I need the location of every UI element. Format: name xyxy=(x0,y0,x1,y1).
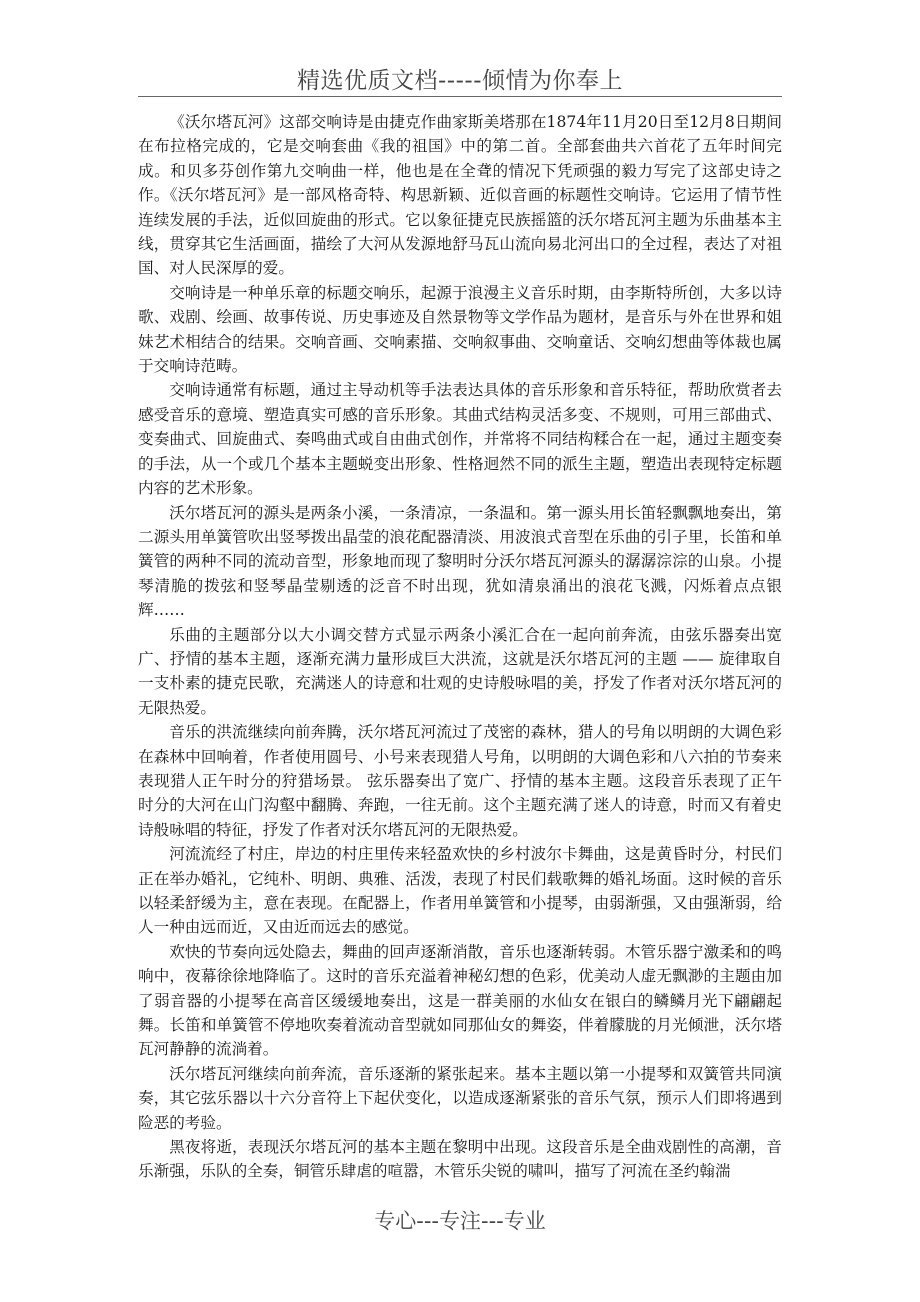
document-body xyxy=(138,110,782,1184)
page-footer: 专心---专注---专业 xyxy=(374,1209,546,1233)
paragraph: 欢快的节奏向远处隐去，舞曲的回声逐渐消散，音乐也逐渐转弱。木管乐器宁激柔和的鸣响中，夜幕徐徐地降临了。这时的音乐充溢着神秘幻想的色彩，优美动人虚无飘渺的主题由加了弱音器的小提琴在高音区缓缓地奏出，这是一群美丽的水仙女在银白的鳞鳞月光下翩翩起舞。长笛和单簧管不停地吹奏着流动音型就如同那仙女的舞姿，伴着朦胧的月光倾泄，沃尔塔瓦河静静的流淌着。 xyxy=(138,942,782,1059)
paragraph: 沃尔塔瓦河的源头是两条小溪，一条清凉，一条温和。第一源头用长笛轻飘飘地奏出，第二源头用单簧管吹出竖琴拨出晶莹的浪花配器清淡、用波浪式音型在乐曲的引子里，长笛和单簧管的两种不同的流动音型，形象地而现了黎明时分沃尔塔瓦河源头的潺潺淙淙的山泉。小提琴清脆的拨弦和竖琴晶莹剔透的泛音不时出现，犹如清泉涌出的浪花飞溅，闪烁着点点银辉…… xyxy=(138,503,782,620)
paragraph: 河流流经了村庄，岸边的村庄里传来轻盈欢快的乡村波尔卡舞曲，这是黄昏时分，村民们正在举办婚礼，它纯朴、明朗、典雅、活泼，表现了村民们载歌舞的婚礼场面。这时候的音乐以轻柔舒缓为主，意在表现。在配器上，作者用单簧管和小提琴，由弱渐强，又由强渐弱，给人一种由远而近，又由近而远去的感觉。 xyxy=(138,845,782,937)
paragraph: 《沃尔塔瓦河》这部交响诗是由捷克作曲家斯美塔那在1874年11月20日至12月8日期间在布拉格完成的，它是交响套曲《我的祖国》中的第二首。全部套曲共六首花了五年时间完成。和贝多芬创作第九交响曲一样，他也是在全聋的情况下凭顽强的毅力写完了这部史诗之作。《沃尔塔瓦河》是一部风格奇特、构思新颖、近似音画的标题性交响诗。它运用了情节性连续发展的手法，近似回旋曲的形式。它以象征捷克民族摇篮的沃尔塔瓦河主题为乐曲基本主线，贯穿其它生活画面，描绘了大河从发源地舒马瓦山流向易北河出口的全过程，表达了对祖国、对人民深厚的爱。 xyxy=(138,113,782,278)
page-header: 精选优质文档-----倾情为你奉上 xyxy=(297,68,623,94)
paragraph: 黑夜将逝，表现沃尔塔瓦河的基本主题在黎明中出现。这段音乐是全曲戏剧性的高潮，音乐渐强，乐队的全奏，铜管乐肆虐的喧嚣，木管乐尖锐的啸叫，描写了河流在圣约翰湍 xyxy=(138,1138,782,1181)
paragraph: 沃尔塔瓦河继续向前奔流，音乐逐渐的紧张起来。基本主题以第一小提琴和双簧管共同演奏，其它弦乐器以十六分音符上下起伏变化，以造成逐渐紧张的音乐气氛，预示人们即将遇到险恶的考验。 xyxy=(138,1064,782,1132)
paragraph: 乐曲的主题部分以大小调交替方式显示两条小溪汇合在一起向前奔流，由弦乐器奏出宽广、抒情的基本主题，逐渐充满力量形成巨大洪流，这就是沃尔塔瓦河的主题 —— 旋律取自一支朴素的捷克民歌，充满迷人的诗意和壮观的史诗般咏唱的美，抒发了作者对沃尔塔瓦河的无限热爱。 xyxy=(138,625,782,717)
paragraph: 音乐的洪流继续向前奔腾，沃尔塔瓦河流过了茂密的森林，猎人的号角以明朗的大调色彩在森林中回响着，作者使用圆号、小号来表现猎人号角，以明朗的大调色彩和八六拍的节奏来表现猎人正午时分的狩猎场景。 弦乐器奏出了宽广、抒情的基本主题。这段音乐表现了正午时分的大河在山门沟壑中翻腾、奔跑，一往无前。这个主题充满了迷人的诗意，时而又有着史诗般咏唱的特征，抒发了作者对沃尔塔瓦河的无限热爱。 xyxy=(138,723,782,839)
paragraph: 交响诗是一种单乐章的标题交响乐，起源于浪漫主义音乐时期，由李斯特所创，大多以诗歌、戏剧、绘画、故事传说、历史事迹及自然景物等文学作品为题材，是音乐与外在世界和姐妹艺术相结合的结果。交响音画、交响素描、交响叙事曲、交响童话、交响幻想曲等体裁也属于交响诗范畴。 xyxy=(138,283,782,376)
paragraph: 交响诗通常有标题，通过主导动机等手法表达具体的音乐形象和音乐特征，帮助欣赏者去感受音乐的意境、塑造真实可感的音乐形象。其曲式结构灵活多变、不规则，可用三部曲式、变奏曲式、回旋曲式、奏鸣曲式或自由曲式创作，并常将不同结构糅合在一起，通过主题变奏的手法，从一个或几个基本主题蜕变出形象、性格迥然不同的派生主题，塑造出表现特定标题内容的艺术形象。 xyxy=(138,381,782,498)
header-divider xyxy=(138,96,782,97)
